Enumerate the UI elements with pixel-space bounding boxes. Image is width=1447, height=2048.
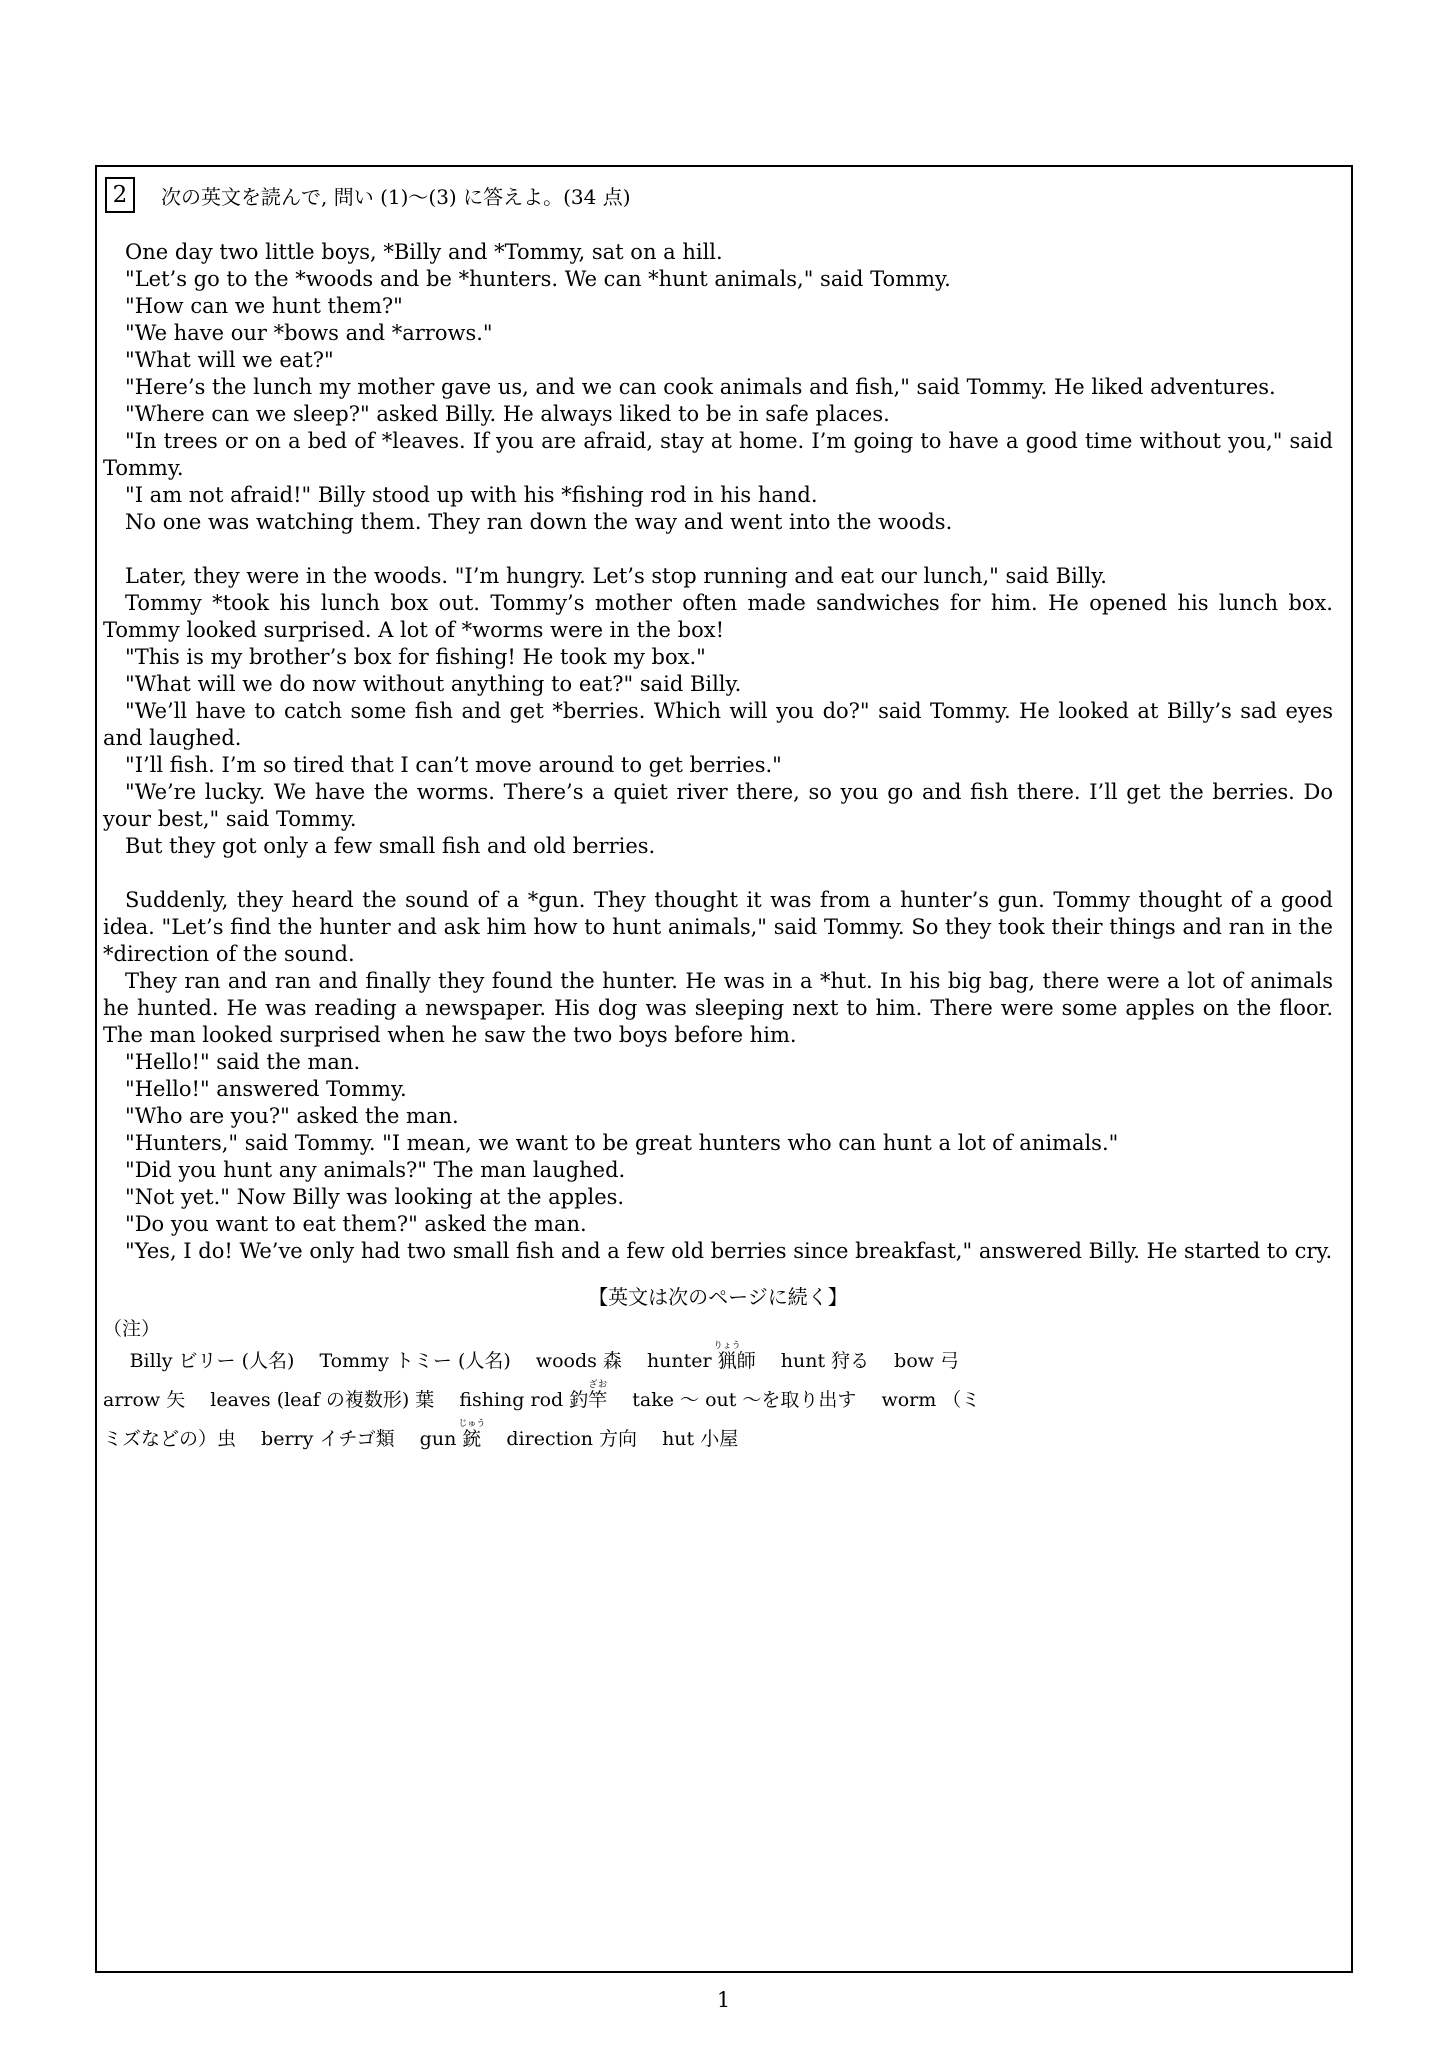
- passage-paragraph: "In trees or on a bed of *leaves. If you are afraid, stay at home. I’m going to have a good time without you," said Tommy.: [103, 429, 1333, 480]
- passage-paragraph: But they got only a few small fish and old berries.: [125, 834, 656, 858]
- passage-paragraph: "This is my brother’s box for fishing! He took my box.": [125, 645, 706, 669]
- passage-paragraph: "Hello!" said the man.: [125, 1050, 361, 1074]
- passage-paragraph: "Let’s go to the *woods and be *hunters. We can *hunt animals," said Tommy.: [125, 267, 951, 291]
- passage-paragraph: "How can we hunt them?": [125, 294, 403, 318]
- passage-paragraph: "Here’s the lunch my mother gave us, and we can cook animals and fish," said Tommy. He liked adventures.: [125, 375, 1276, 399]
- passage-paragraph: "Not yet." Now Billy was looking at the apples.: [125, 1185, 625, 1209]
- ruby-annotation: 銃じゅう: [458, 1419, 486, 1450]
- passage-paragraph: "I am not afraid!" Billy stood up with his *fishing rod in his hand.: [125, 483, 818, 507]
- passage-paragraph: "We’ll have to catch some fish and get *berries. Which will you do?" said Tommy. He looked at Billy’s sad eyes and laughed.: [103, 699, 1333, 750]
- passage-paragraph: No one was watching them. They ran down the way and went into the woods.: [125, 510, 953, 534]
- passage-paragraph: "I’ll fish. I’m so tired that I can’t move around to get berries.": [125, 753, 782, 777]
- passage-paragraph: Tommy *took his lunch box out. Tommy’s mother often made sandwiches for him. He opened his lunch box. Tommy looked surprised. A lot of *worms were in the box!: [103, 591, 1333, 642]
- question-header: [105, 177, 1333, 213]
- notes-label: （注）: [103, 1318, 161, 1340]
- passage-paragraph: "Yes, I do! We’ve only had two small fish and a few old berries since breakfast," answered Billy. He started to cry.: [125, 1239, 1333, 1263]
- question-number: 2: [112, 182, 128, 208]
- question-number-box: [105, 177, 135, 213]
- note-line: arrow 矢 leaves (leaf の複数形) 葉 fishing rod 釣竿ざお take ～ out ～を取り出す worm （ミ: [103, 1380, 981, 1411]
- notes-lines: [103, 1341, 1333, 1458]
- note-line: Billy ビリー (人名) Tommy トミー (人名) woods 森 hunter 猟りょう師 hunt 狩る bow 弓: [129, 1341, 960, 1372]
- passage-paragraph: "Who are you?" asked the man.: [125, 1104, 459, 1128]
- paragraph-block: [103, 239, 1333, 536]
- passage-paragraph: "We have our *bows and *arrows.": [125, 321, 493, 345]
- passage-paragraph: "Do you want to eat them?" asked the man.: [125, 1212, 587, 1236]
- passage-paragraph: "We’re lucky. We have the worms. There’s a quiet river there, so you go and fish there. I’ll get the berries. Do your best," said Tommy.: [103, 780, 1333, 831]
- passage-paragraph: "Did you hunt any animals?" The man laughed.: [125, 1158, 626, 1182]
- note-line: ミズなどの）虫 berry イチゴ類 gun 銃じゅう direction 方向 hut 小屋: [103, 1419, 739, 1450]
- passage-paragraph: "Hunters," said Tommy. "I mean, we want to be great hunters who can hunt a lot of animals.": [125, 1131, 1119, 1155]
- ruby-annotation: 猟りょう: [713, 1341, 741, 1372]
- question-instruction: 次の英文を読んで, 問い (1)～(3) に答えよ。(34 点): [161, 184, 631, 209]
- paragraph-block: [103, 563, 1333, 860]
- passage-paragraph: Suddenly, they heard the sound of a *gun. They thought it was from a hunter’s gun. Tommy thought of a good idea. "Let’s find the hunter and ask him how to hunt animals," said Tommy. So they took their things and ran in the *direction of the sound.: [103, 888, 1333, 966]
- passage-paragraph: "Hello!" answered Tommy.: [125, 1077, 407, 1101]
- passage-paragraph: One day two little boys, *Billy and *Tommy, sat on a hill.: [125, 240, 723, 264]
- passage-paragraph: Later, they were in the woods. "I’m hungry. Let’s stop running and eat our lunch," said Billy.: [125, 564, 1107, 588]
- question-frame: [95, 165, 1353, 1973]
- ruby-annotation: 竿ざお: [588, 1380, 608, 1411]
- passage-paragraph: "What will we do now without anything to eat?" said Billy.: [125, 672, 742, 696]
- passage-paragraph: "Where can we sleep?" asked Billy. He always liked to be in safe places.: [125, 402, 890, 426]
- passage: [103, 239, 1333, 1265]
- paragraph-block: [103, 887, 1333, 1265]
- page-number: 1: [716, 1988, 731, 2012]
- continue-note: 【英文は次のページに続く】: [588, 1285, 848, 1309]
- passage-paragraph: "What will we eat?": [125, 348, 334, 372]
- passage-paragraph: They ran and ran and finally they found the hunter. He was in a *hut. In his big bag, there were a lot of animals he hunted. He was reading a newspaper. His dog was sleeping next to him. There were some apples on the floor. The man looked surprised when he saw the two boys before him.: [103, 969, 1333, 1047]
